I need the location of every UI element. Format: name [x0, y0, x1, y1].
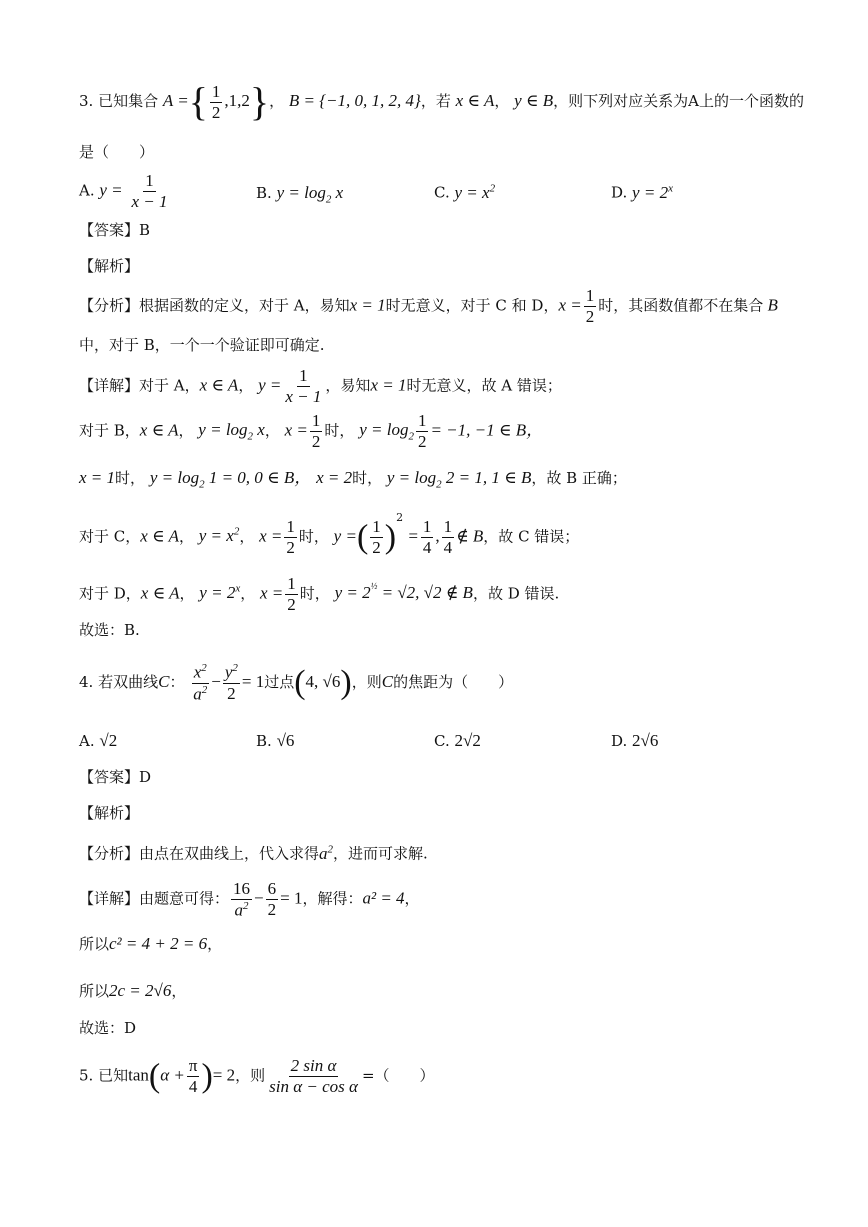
- math: =: [403, 526, 419, 546]
- brace-left: {: [188, 79, 208, 124]
- q4-choose: 故选：D: [79, 1019, 137, 1037]
- text: 的焦距为（ ）: [393, 673, 514, 691]
- text: 【分析】根据函数的定义，对于 A，易知: [79, 296, 350, 315]
- math: x ∈ A: [199, 375, 239, 395]
- q3-detail-line2: 对于 B，x ∈ A， $y = \log_2 x$， x = $\frac{1}{2}$ 时， $y = \log_2$ $\frac{1}{2}$ = −1, −1 ∈ B，: [79, 411, 544, 451]
- option-label: B.: [256, 184, 272, 202]
- option-value: 2√6: [632, 731, 659, 750]
- text: 时，: [115, 469, 146, 487]
- fraction: $\frac{\text{2 sin α}}{\text{sin α − cos α}}$: [269, 1056, 358, 1096]
- q4-detail: 【详解】由题意可得： $\frac{16}{a^2}$ − $\frac{6}{2}$ = 1，解得：a² = 4，: [79, 879, 420, 920]
- fraction-half: $\frac{1}{2}$: [287, 574, 296, 614]
- option-expr: $y = \log_2 x$: [276, 183, 344, 206]
- text: 【详解】由题意可得：: [79, 889, 230, 908]
- math: x =: [260, 583, 284, 603]
- fraction: $\frac{16}{a^2}$: [233, 879, 251, 920]
- option-label: D.: [611, 732, 628, 750]
- math: x = 2: [316, 468, 353, 487]
- q3-stem-prefix: 3. 已知集合: [79, 92, 159, 110]
- math: tan: [128, 1065, 149, 1085]
- math: x ∈ A: [140, 583, 180, 603]
- comma: ，: [269, 92, 285, 110]
- q4-2c-line: 所以2c = 2√6，: [79, 981, 187, 1000]
- q5-stem: 5. 已知tan(α + $\frac{\pi}{4}$ )= 2，则 $\frac{\text{2 sin α}}{\text{sin α − cos α}}$ =（ ）: [79, 1056, 435, 1096]
- q4-option-d: [611, 731, 658, 751]
- math: = −1, −1 ∈ B，: [430, 420, 544, 440]
- math: $a^2$: [319, 843, 334, 863]
- q3-fenxi-line2: 中，对于 B，一个一个验证即可确定.: [79, 336, 325, 354]
- q3-detail-line1: 【详解】对于 A，x ∈ A， y = $\frac{1}{x - 1}$ ，易知x = 1时无意义，故 A 错误；: [79, 366, 562, 406]
- text: 4. 若双曲线: [79, 673, 159, 691]
- math: x = 1: [79, 468, 116, 487]
- option-expr: y =: [99, 180, 123, 200]
- q3-option-b: [256, 183, 343, 205]
- text: 时无意义，故 A 错误；: [406, 376, 562, 395]
- text: 时，: [324, 421, 355, 440]
- fraction-half: $\frac{1}{2}$: [372, 517, 381, 557]
- text: 【详解】对于 A，: [79, 376, 200, 395]
- math: x = 1: [349, 295, 386, 315]
- math: $y = 2^x$: [199, 582, 241, 603]
- math: x ∈ A: [139, 420, 179, 440]
- option-value: √2: [99, 731, 118, 750]
- math: 2c = 2√6: [109, 981, 172, 1000]
- fraction: $\frac{x^2}{a^2}$: [193, 662, 208, 704]
- text: ，进而可求解.: [333, 844, 428, 863]
- q3-set-A-tail: ,1,2: [224, 91, 250, 110]
- q4-c2-line: 所以c² = 4 + 2 = 6，: [79, 934, 223, 953]
- text: 所以: [79, 935, 110, 953]
- text: 对于 C，: [79, 527, 141, 546]
- q3-option-c: [434, 182, 495, 203]
- q3-detail-line4: 对于 C，x ∈ A， $y = x^2$， x = $\frac{1}{2}$ 时， y =( $\frac{1}{2}$ )$^2$ = $\frac{1}{4}$ , $\frac{1}{4}$ ∉ B，故 C 错误；: [79, 511, 580, 557]
- math: $y = 2^{\frac{1}{2}} = √2$, √2 ∉ B: [334, 580, 473, 603]
- q3-stem-tail: ，则下列对应关系为A上的一个函数的: [553, 92, 804, 110]
- math: x =: [284, 420, 308, 440]
- q3-set-A: A =: [162, 91, 189, 110]
- option-expr: $y = 2^x$: [632, 182, 673, 202]
- text: 过点: [264, 673, 295, 691]
- q3-x-in-A: x ∈ A: [455, 91, 495, 110]
- fraction-half: $\frac{1}{2}$: [417, 411, 427, 451]
- math: c² = 4 + 2 = 6: [109, 934, 208, 953]
- q3-detail-line5: 对于 D，x ∈ A， $y = 2^x$， x = $\frac{1}{2}$ 时， $y = 2^{\frac{1}{2}} = √2$, √2 ∉ B，故 D 错误.: [79, 574, 560, 614]
- math: $y = \log_2 x$: [198, 420, 265, 443]
- q4-analysis-head: 【解析】: [79, 804, 140, 822]
- math: $y = x^2$: [198, 525, 240, 546]
- q3-option-a: [79, 172, 171, 211]
- math: $y = \log_2$: [359, 420, 414, 443]
- text: 时无意义，对于 C 和 D，: [385, 296, 559, 315]
- paren-right: ): [384, 518, 397, 556]
- text: 5. 已知: [79, 1066, 129, 1085]
- text: ，则: [351, 673, 382, 691]
- fraction-half: $\frac{1}{2}$: [311, 411, 321, 451]
- text: ，故 B 正确；: [531, 469, 627, 487]
- math: a² = 4: [362, 888, 405, 908]
- math: $y = \log_2 2 = 1$, 1 ∈ B: [386, 468, 532, 491]
- option-label: C.: [434, 183, 450, 202]
- math: α +: [160, 1065, 185, 1085]
- option-value: 2√2: [454, 731, 481, 750]
- option-label: B.: [256, 732, 272, 750]
- math: x ∈ A: [140, 526, 179, 546]
- math: x =: [558, 295, 582, 315]
- text: ，则: [235, 1066, 266, 1085]
- fraction: $\frac{\pi}{4}$: [188, 1056, 198, 1096]
- option-label: A.: [79, 732, 95, 750]
- q4-option-a: [79, 731, 117, 751]
- q4-fenxi: [79, 844, 428, 862]
- option-value: √6: [276, 731, 295, 750]
- q3-detail-line3: [79, 469, 627, 490]
- q4-option-b: [256, 731, 294, 751]
- option-expr: $y = x^2$: [454, 182, 496, 202]
- math: x = 1: [370, 375, 407, 395]
- text: 【分析】由点在双曲线上，代入求得: [79, 844, 320, 863]
- math: x =: [259, 526, 283, 546]
- text: ，解得：: [302, 889, 363, 908]
- text: =（ ）: [361, 1066, 435, 1085]
- fraction: $\frac{1}{x - 1}$: [285, 366, 322, 406]
- math: y =: [258, 375, 282, 395]
- comma: ，: [494, 92, 510, 110]
- math: y =: [333, 526, 357, 546]
- text: 对于 D，: [79, 584, 141, 603]
- q3-stem-line2: 是（ ）: [79, 143, 155, 161]
- math: B: [763, 295, 778, 315]
- q3-analysis-head: 【解析】: [79, 257, 140, 275]
- math: 4, √6: [305, 672, 341, 691]
- fraction: $\frac{6}{2}$: [267, 879, 277, 920]
- q3-set-B: B = {−1, 0, 1, 2, 4}: [288, 91, 421, 110]
- q4-option-c: [434, 731, 481, 751]
- text: 对于 B，: [79, 421, 140, 440]
- text: ，故 C 错误；: [483, 527, 580, 546]
- text: 时，: [352, 469, 383, 487]
- brace-right: }: [249, 79, 270, 124]
- math: $y = \log_2 1 = 0$, 0 ∈ B，: [149, 468, 312, 491]
- q3-fenxi-line1: [79, 287, 778, 326]
- math: C: [158, 672, 170, 691]
- option-label: C.: [434, 732, 450, 750]
- q4-stem: 4. 若双曲线C： $\frac{x^2}{a^2}$ − $\frac{y^2}{2}$ = 1过点(4, √6)，则C的焦距为（ ）: [79, 662, 514, 704]
- q3-choose: 故选：B.: [79, 621, 140, 639]
- fraction: $\frac{y^2}{2}$: [224, 662, 238, 703]
- text: ，故 D 错误.: [472, 584, 560, 603]
- q3-stem-middle: ，若: [420, 92, 451, 110]
- option-label: A.: [79, 181, 95, 200]
- fraction: $\frac{1}{x - 1}$: [131, 171, 168, 211]
- option-label: D.: [611, 183, 628, 202]
- text: ，易知: [325, 376, 371, 395]
- q4-answer: 【答案】D: [79, 768, 152, 786]
- text: 时，其函数值都不在集合: [598, 296, 764, 315]
- fraction-quarter: $\frac{1}{4}$: [443, 517, 453, 557]
- fraction-half: $\frac{1}{2}$: [286, 517, 295, 557]
- text: 所以: [79, 982, 110, 1000]
- q3-stem-line1: [79, 79, 804, 124]
- fraction-half: $\frac{1}{2}$: [211, 81, 221, 122]
- q3-answer: 【答案】B: [79, 221, 151, 239]
- q3-option-d: [611, 182, 673, 203]
- fraction-quarter: $\frac{1}{4}$: [422, 517, 432, 557]
- paren-left: (: [356, 518, 369, 556]
- q3-y-in-B: y ∈ B: [514, 91, 554, 110]
- math: ∉ B: [456, 526, 484, 546]
- fraction-half: $\frac{1}{2}$: [585, 286, 595, 326]
